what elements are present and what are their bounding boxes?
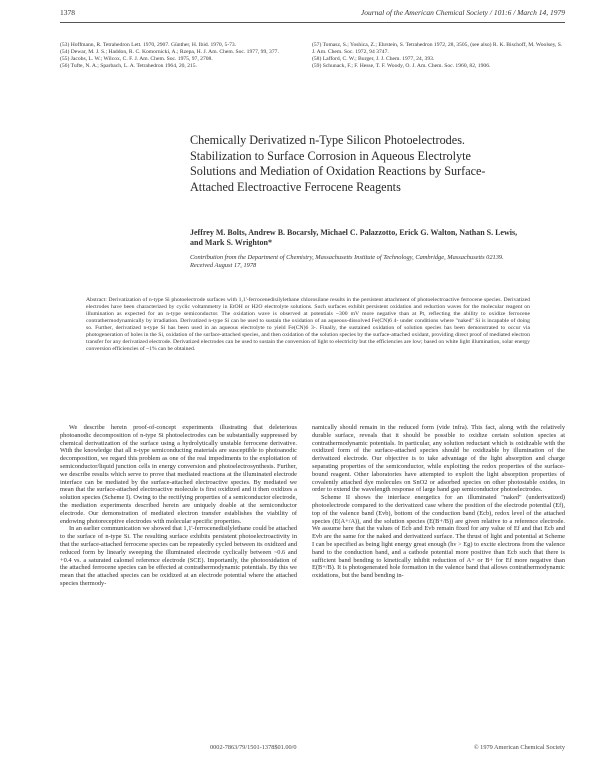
abstract: Abstract: Derivatization of n-type Si photoelectrode surfaces with 1,1'-ferrocenedisilylethane chlorosilane results in the persistent attachment of photoelectroactive ferrocene species. Derivatized electrodes have been characterized by cyclic voltammetry in EtOH or H2O electrolyte solutions. Such surfaces exhibit persistent oxidation and reduction waves for the molecular reagent on illumination as expected for an n-type semiconductor. The oxidation wave is observed at potentials ~300 mV more negative than at Pt, reflecting the ability to oxidize ferrocene contrathermodynamically by irradiation. Derivatized n-type Si can be used to sustain the oxidation of an aqueous-dissolved Fe(CN)6 4- under conditions where "naked" Si is incapable of doing so. Further, derivatized n-type Si has been used in an aqueous electrolyte to yield Fe(CN)6 3-. Finally, the sustained oxidation of solution species has been demonstrated to occur via photogeneration of holes in the Si, oxidation of the surface-attached species, and then oxidation of the solution species by the surface-attached oxidant, providing direct proof of mediated electron transfer for any derivatized electrode. Derivatized electrodes can be used to sustain the conversion of light to electricity but the efficiencies are low; based on white light illumination, solar energy conversion efficiencies of ~1% can be obtained. — [86, 297, 530, 353]
reference-item: (56) Tufte, N. A.; Sparbach, L. A. Tetrahedron 1964, 20, 215. — [60, 63, 198, 69]
reference-item: (59) Schunack, F.; F. Hesse, T. F. Woody, O. J. Am. Chem. Soc. 1960, 82, 1906. — [312, 63, 491, 69]
page-number: 1378 — [60, 8, 75, 17]
reference-item: (58) Lafford, C. W.; Burger, J. J. Chem. 1977, 24, 393. — [312, 56, 435, 62]
body-paragraph: namically should remain in the reduced form (vide infra). This fact, along with the relatively durable surface, reveals that it should be possible to oxidize certain solution species at contrathermodynamic potentials. In particular, any solution reductant which is oxidizable with the oxidized form of the surface-attached species should be oxidizable by illumination of the derivatized electrode. Our objective is to take advantage of the light absorption and charge separating properties of the semiconductor, while exploiting the redox properties of the surface-bound reagent. Other laboratories have attempted to exploit the light absorption properties of covalently attached dye molecules on SnO2 or adsorbed species on other photostable oxides, in order to extend the wavelength response of large band gap semiconductor photoelectrodes. — [312, 424, 565, 494]
article-title: Chemically Derivatized n-Type Silicon Photoelectrodes. Stabilization to Surface Corrosion in Aqueous Electrolyte Solutions and Mediation of Oxidation Reactions by Surface-Attached Electroactive Ferrocene Reagents — [190, 133, 486, 194]
reference-item: (53) Hoffmann, R. Tetrahedron Lett. 1970, 2907. Günther, H. Ibid. 1970, 5-73. — [60, 42, 237, 48]
references-right — [312, 42, 565, 70]
body-column-left — [60, 424, 297, 588]
reference-item: (57) Tomasz, S.; Yoshica, Z.; Ehrstein, S. Tetrahedron 1972, 28, 3505, (see also) R. K. Bischoff, M. Woolsey, S. J. Am. Chem. Soc. 1972, 94 3747. — [312, 42, 563, 55]
body-paragraph: We describe herein proof-of-concept experiments illustrating that deleterious photoanodic decomposition of n-type Si photoelectrodes can be substantially suppressed by chemical derivatization of the surface using a hydrolytically unstable ferrocene derivative. With the knowledge that all n-type semiconducting materials are susceptible to photoanodic decomposition, we regard this problem as one of the real impediments to the exploitation of semiconductor/liquid junction cells in energy conversion and photoelectrosynthesis. Further, we describe results which serve to prove that mediated reactions at the illuminated electrode interface can be mediated by the surface-attached electroactive species. By mediated we mean that the surface-attached electroactive molecule is first oxidized and it then oxidizes a solution species (Scheme I). Owing to the rectifying properties of a semiconductor electrode, the mediation experiments described herein are uniquely doable at the semiconductor electrode. Our demonstration of mediated electron transfer establishes the viability of endowing photoreceptive electrodes with molecular specific properties. — [60, 424, 297, 525]
article-code: 0002-7863/79/1501-1378$01.00/0 — [210, 744, 297, 751]
journal-title: Journal of the American Chemical Society / 101:6 / March 14, 1979 — [360, 8, 565, 17]
body-paragraph: In an earlier communication we showed that 1,1'-ferrocenedisilylethane could be attached to the surface of n-type Si. The resulting surface exhibits persistent photoelectroactivity in that the surface-attached ferrocene species can be repeatedly cycled between its oxidized and reduced form by linearly sweeping the illuminated electrode cyclically between ~0.6 and +0.4 vs. a saturated calomel reference electrode (SCE). Importantly, the photooxidation of the attached ferrocene species can be effected at contrathermodynamic potentials. By this we mean that the attached species can be oxidized at an electrode potential where the attached species thermody- — [60, 525, 297, 587]
copyright-notice: © 1979 American Chemical Society — [473, 744, 565, 751]
affiliation: Contribution from the Department of Chemistry, Massachusetts Institute of Technology, Cambridge, Massachusetts 02139. Received August 17, 1978 — [190, 254, 504, 269]
header-rule — [60, 22, 565, 23]
body-paragraph: Scheme II shows the interface energetics for an illuminated "naked" (underivatized) photoelectrode compared to the derivatized case where the position of the electrode potential (Ef), top of the valence band (Evb), bottom of the conduction band (Ecb), redox level of the attached species (E(A+/A)), and the solution species (E(B+/B)) are given relative to a reference electrode. We assume here that the values of Ecb and Evb remain fixed for any value of Ef and that Ecb and Evb are the same for the naked and derivatized surface. The thrust of light and potential at Scheme I can be specified as being light energy great enough (hν > Eg) to excite electrons from the valence band to the conduction band, and a cathode potential more positive than Ecb such that there is sufficient band bending to kinetically inhibit reduction of A+ or B+ for Ef more negative than E(B+/B). It is photogenerated hole formation in the valence band that allows contrathermodynamic oxidations, but the band bending in- — [312, 494, 565, 580]
author-list: Jeffrey M. Bolts, Andrew B. Bocarsly, Michael C. Palazzotto, Erick G. Walton, Nathan S. Lewis, and Mark S. Wrighton* — [190, 228, 518, 248]
reference-item: (55) Jacobs, L. W.; Wilcox, C. F. J. Am. Chem. Soc. 1975, 97, 2708. — [60, 56, 213, 62]
reference-item: (54) Dewar, M. J. S.; Haddon, R. C. Komornicki, A.; Rzepa, H. J. Am. Chem. Soc. 1977, 99, 377. — [60, 49, 279, 55]
references-left — [60, 42, 300, 70]
body-column-right — [312, 424, 565, 580]
